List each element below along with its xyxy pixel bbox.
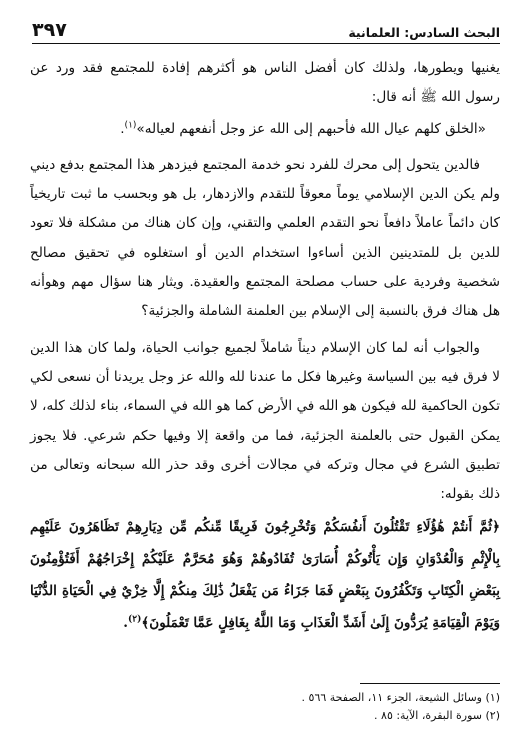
- footnote-separator: [360, 683, 500, 684]
- main-text: [30, 54, 500, 639]
- paragraph-intro: يغنيها ويطورها، ولذلك كان أفضل الناس هو أكثرهم إفادة للمجتمع فقد ورد عن رسول الله ﷺ أنه قال:: [30, 60, 500, 106]
- footnote-1: (١) وسائل الشيعة، الجزء ١١، الصفحة ٥٦٦ .: [301, 691, 500, 704]
- quran-end-period: .: [123, 615, 128, 632]
- page-number: ٣٩٧: [32, 19, 67, 41]
- hadith-text: «الخلق كلهم عيال الله فأحبهم إلى الله عز وجل أنفعهم لعياله»: [136, 120, 486, 137]
- quran-open-bracket: ﴿: [492, 519, 500, 536]
- paragraph-religion-progress: فالدين يتحول إلى محرك للفرد نحو خدمة المجتمع فيزدهر هذا المجتمع بدفع ديني ولم يكن الدين الإسلامي يوماً معوقاً للتقدم والازدهار، بل هو وبحسب ما ثبت تاريخياً كان دائماً عاملاً دافعاً نحو التقدم العلمي والتقني، وإن كان هناك من مشكلة فلا تعود للدين بل للمتدينين الذين أساءوا استخدام الدين أو استغلوه في تحقيق مصالح شخصية وفردية على حساب مصلحة المجتمع والعقيدة. ويثار هنا سؤال مهم وهوأنه هل هناك فرق بالنسبة إلى الإسلام بين العلمنة الشاملة والجزئية؟: [30, 156, 500, 320]
- quran-close-bracket: ﴾: [141, 615, 150, 632]
- quran-verse: [30, 511, 500, 639]
- paragraph-answer: والجواب أنه لما كان الإسلام ديناً شاملاً لجميع جوانب الحياة، ولما كان هذا الدين لا فرق فيه بين السياسة وغيرها فكل ما عندنا لله والله عز وجل يريدنا أن نسعى لكي تكون الحاكمية لله فيكون هو الله في الأرض كما هو الله في السماء، بناء لذلك كله، لا يمكن القبول حتى بالعلمنة الجزئية، فما من واقعة إلا وفيها حكم شرعي. فلا يجوز تطبيق الشرع في مجال وتركه في مجالات أخرى وقد حذر الله سبحانه وتعالى من ذلك بقوله:: [29, 339, 500, 503]
- quran-verse-text: ثُمَّ أَنتُمْ هَٰؤُلَاءِ تَقْتُلُونَ أَنفُسَكُمْ وَتُخْرِجُونَ فَرِيقًا مِّنكُم مِّن دِيَارِهِمْ تَظَاهَرُونَ عَلَيْهِم بِالْإِثْمِ وَالْعُدْوَانِ وَإِن يَأْتُوكُمْ أُسَارَىٰ تُفَادُوهُمْ وَهُوَ مُحَرَّمٌ عَلَيْكُمْ إِخْرَاجُهُمْ أَفَتُؤْمِنُونَ بِبَعْضِ الْكِتَابِ وَتَكْفُرُونَ بِبَعْضٍ فَمَا جَزَاءُ مَن يَفْعَلُ ذَٰلِكَ مِنكُمْ إِلَّا خِزْيٌ فِي الْحَيَاةِ الدُّنْيَا وَيَوْمَ الْقِيَامَةِ يُرَدُّونَ إِلَىٰ أَشَدِّ الْعَذَابِ وَمَا اللَّهُ بِغَافِلٍ عَمَّا تَعْمَلُونَ: [30, 519, 500, 632]
- footnote-2: (٢) سورة البقرة، الآية: ٨٥ .: [374, 709, 500, 722]
- footnote-ref-2: (٢): [128, 614, 142, 625]
- running-header: [32, 10, 500, 44]
- chapter-title: البحث السادس: العلمانية: [348, 25, 500, 40]
- footnote-ref-1: (١): [124, 120, 137, 131]
- footnotes: [30, 689, 500, 725]
- hadith-end-period: .: [120, 120, 125, 137]
- hadith-quote: [30, 115, 500, 144]
